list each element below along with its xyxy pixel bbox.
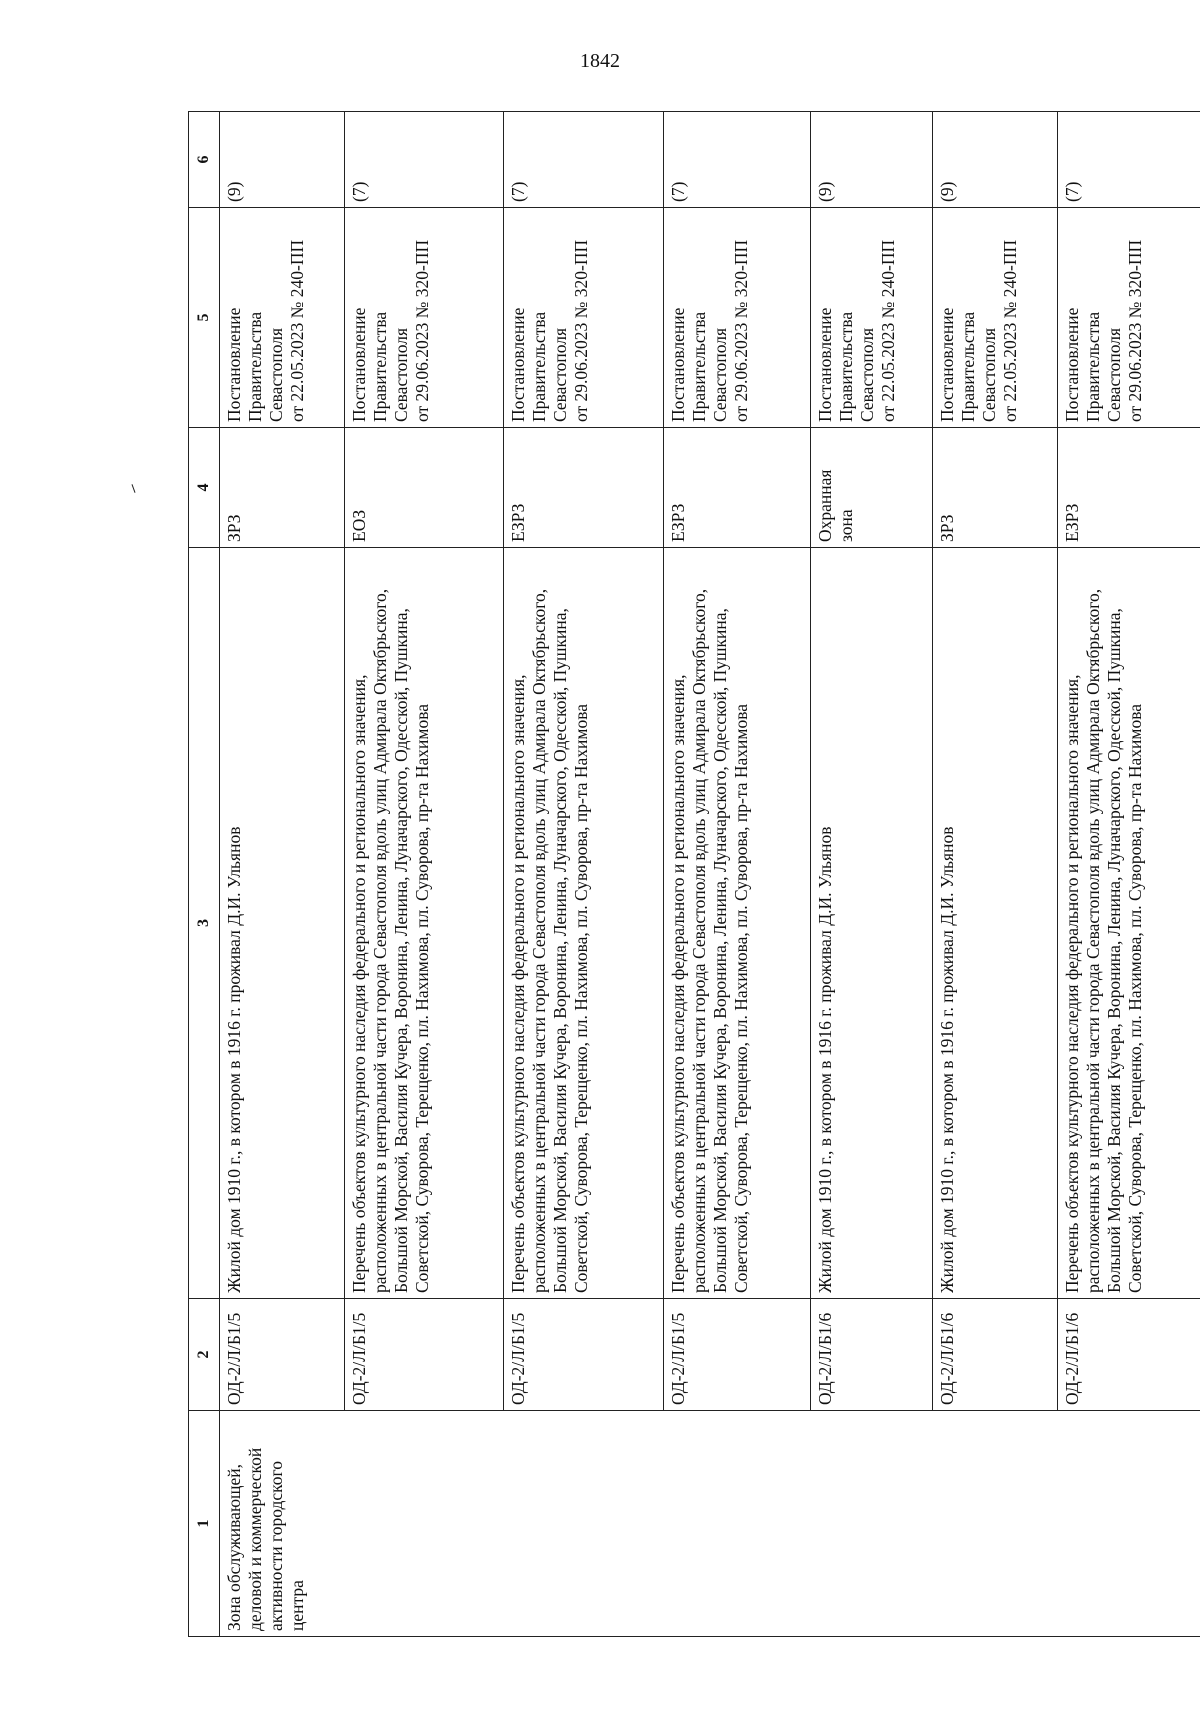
zone-type: ЗРЗ	[933, 428, 1058, 548]
reference-note: (9)	[810, 112, 932, 208]
reference-note: (9)	[933, 112, 1058, 208]
object-description: Жилой дом 1910 г., в котором в 1916 г. проживал Д.И. Ульянов	[219, 548, 344, 1299]
header-row	[189, 112, 220, 1637]
table-row	[344, 112, 504, 1637]
table-row	[219, 112, 344, 1637]
table-row	[810, 112, 932, 1637]
zone-code: ОД-2/Л/Б1/6	[933, 1299, 1058, 1411]
legal-basis: Постановление Правительства Севастополя от 22.05.2023 № 240-ПП	[810, 208, 932, 428]
header-col-4: 4	[189, 428, 220, 548]
zone-type: ЕЗРЗ	[504, 428, 664, 548]
zone-type: ЕЗРЗ	[1058, 428, 1200, 548]
zones-table	[188, 111, 1200, 1637]
reference-note: (7)	[344, 112, 504, 208]
zone-code: ОД-2/Л/Б1/5	[344, 1299, 504, 1411]
reference-note: (9)	[219, 112, 344, 208]
zone-type: ЕЗРЗ	[664, 428, 810, 548]
reference-note: (7)	[1058, 112, 1200, 208]
table-row	[1058, 112, 1200, 1637]
zone-type: ЗРЗ	[219, 428, 344, 548]
header-col-2: 2	[189, 1299, 220, 1411]
legal-basis: Постановление Правительства Севастополя от 22.05.2023 № 240-ПП	[219, 208, 344, 428]
zone-code: ОД-2/Л/Б1/5	[664, 1299, 810, 1411]
header-col-1: 1	[189, 1411, 220, 1637]
object-description: Жилой дом 1910 г., в котором в 1916 г. проживал Д.И. Ульянов	[810, 548, 932, 1299]
table-row	[504, 112, 664, 1637]
header-col-6: 6	[189, 112, 220, 208]
zone-name-cell: Зона обслуживающей, деловой и коммерческой активности городского центра	[219, 1411, 1200, 1637]
reference-note: (7)	[664, 112, 810, 208]
legal-basis: Постановление Правительства Севастополя от 29.06.2023 № 320-ПП	[1058, 208, 1200, 428]
table-row	[664, 112, 810, 1637]
zone-type: ЕОЗ	[344, 428, 504, 548]
table-row	[933, 112, 1058, 1637]
reference-note: (7)	[504, 112, 664, 208]
legal-basis: Постановление Правительства Севастополя от 22.05.2023 № 240-ПП	[933, 208, 1058, 428]
legal-basis: Постановление Правительства Севастополя от 29.06.2023 № 320-ПП	[344, 208, 504, 428]
object-description: Перечень объектов культурного наследия федерального и регионального значения, расположенных в центральной части города Севастополя вдоль улиц Адмирала Октябрьского, Большой Морской, Василия Кучера, Воронина, Ленина, Луначарского, Одесской, Пушкина, Советской, Суворова, Терещенко, пл. Нахимова, пл. Суворова, пр-та Нахимова	[1058, 548, 1200, 1299]
zone-code: ОД-2/Л/Б1/6	[1058, 1299, 1200, 1411]
rotated-table-wrapper	[188, 112, 1200, 1637]
zone-code: ОД-2/Л/Б1/5	[504, 1299, 664, 1411]
legal-basis: Постановление Правительства Севастополя от 29.06.2023 № 320-ПП	[504, 208, 664, 428]
object-description: Перечень объектов культурного наследия федерального и регионального значения, расположенных в центральной части города Севастополя вдоль улиц Адмирала Октябрьского, Большой Морской, Василия Кучера, Воронина, Ленина, Луначарского, Одесской, Пушкина, Советской, Суворова, Терещенко, пл. Нахимова, пл. Суворова, пр-та Нахимова	[664, 548, 810, 1299]
zone-type: Охранная зона	[810, 428, 932, 548]
header-col-3: 3	[189, 548, 220, 1299]
object-description: Перечень объектов культурного наследия федерального и регионального значения, расположенных в центральной части города Севастополя вдоль улиц Адмирала Октябрьского, Большой Морской, Василия Кучера, Воронина, Ленина, Луначарского, Одесской, Пушкина, Советской, Суворова, Терещенко, пл. Нахимова, пл. Суворова, пр-та Нахимова	[504, 548, 664, 1299]
page-number: 1842	[580, 50, 620, 72]
object-description: Перечень объектов культурного наследия федерального и регионального значения, расположенных в центральной части города Севастополя вдоль улиц Адмирала Октябрьского, Большой Морской, Василия Кучера, Воронина, Ленина, Луначарского, Одесской, Пушкина, Советской, Суворова, Терещенко, пл. Нахимова, пл. Суворова, пр-та Нахимова	[344, 548, 504, 1299]
zone-code: ОД-2/Л/Б1/6	[810, 1299, 932, 1411]
object-description: Жилой дом 1910 г., в котором в 1916 г. проживал Д.И. Ульянов	[933, 548, 1058, 1299]
scan-mark	[131, 484, 135, 493]
header-col-5: 5	[189, 208, 220, 428]
legal-basis: Постановление Правительства Севастополя от 29.06.2023 № 320-ПП	[664, 208, 810, 428]
zone-code: ОД-2/Л/Б1/5	[219, 1299, 344, 1411]
